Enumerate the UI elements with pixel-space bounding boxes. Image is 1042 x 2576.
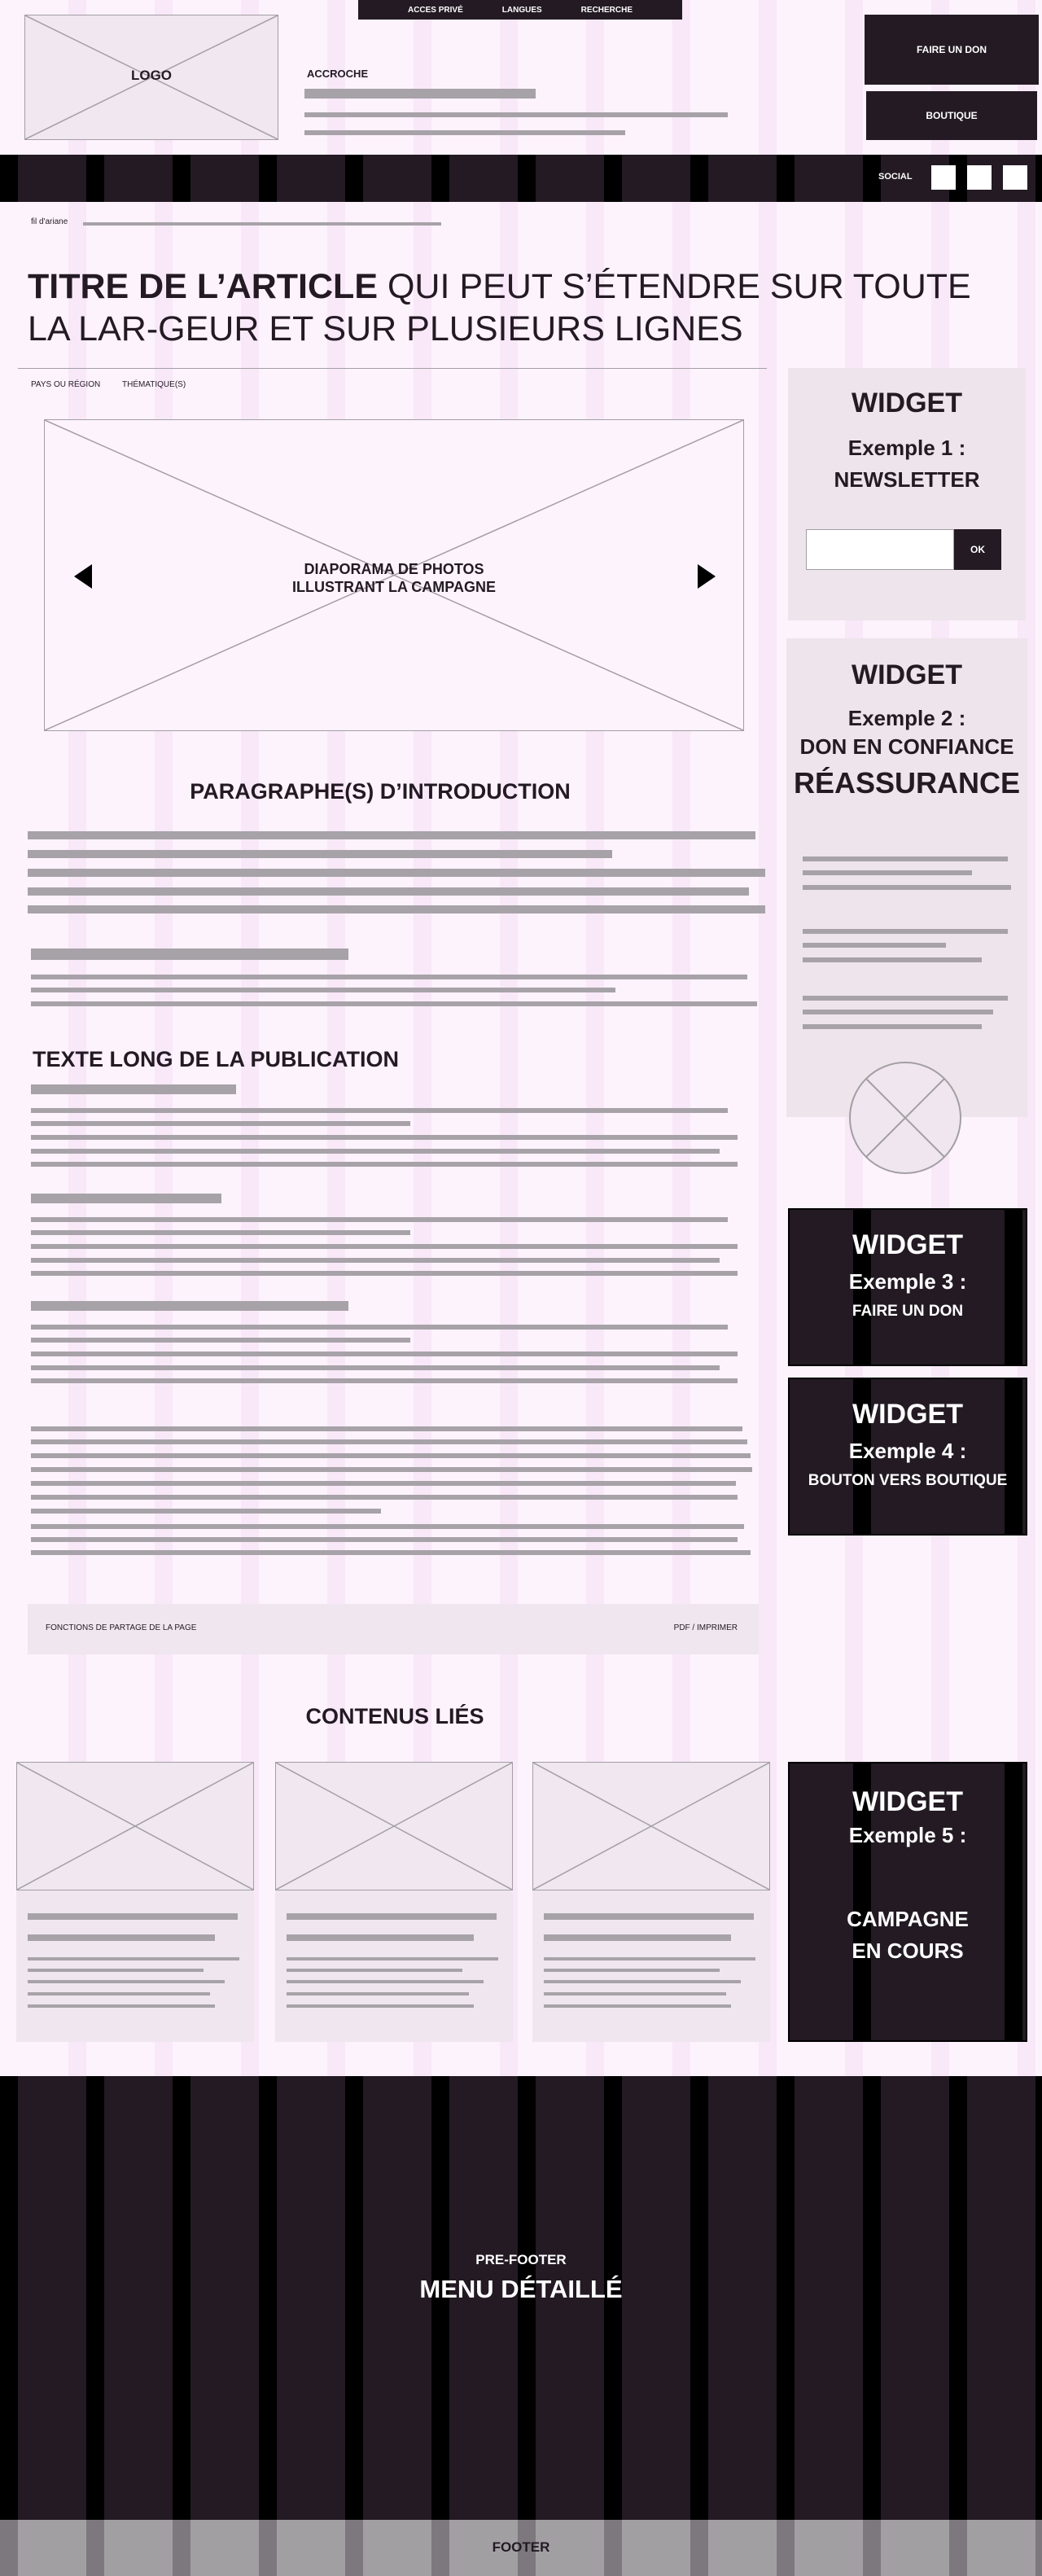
text-line — [803, 957, 982, 962]
text-line — [31, 1271, 738, 1276]
text-line — [31, 1325, 728, 1330]
text-line — [28, 1969, 204, 1972]
title-bold: TITRE DE L’ARTICLE — [28, 267, 378, 306]
social-icon[interactable] — [931, 165, 956, 190]
widget-subtitle: EN COURS — [852, 1939, 964, 1963]
card-image — [275, 1762, 513, 1890]
text-line — [287, 1992, 469, 1996]
widget-title: WIDGET — [852, 1399, 963, 1430]
text-line — [803, 1024, 982, 1029]
logo-label: LOGO — [130, 68, 173, 83]
text-line — [544, 2004, 731, 2008]
text-line — [31, 1439, 747, 1444]
text-line — [31, 1453, 751, 1458]
image-placeholder-icon — [533, 1763, 769, 1890]
tagline-bar — [304, 89, 536, 99]
widget-donate[interactable] — [788, 1208, 1027, 1366]
text-line — [803, 885, 1011, 890]
text-line — [803, 1010, 993, 1014]
text-line — [803, 870, 972, 875]
subheading-bar — [31, 1301, 348, 1311]
subheading-bar — [31, 948, 348, 960]
text-line — [544, 1992, 726, 1996]
footer — [0, 2520, 1042, 2576]
card-title-bar — [28, 1913, 238, 1920]
widget-subtitle: DON EN CONFIANCE — [799, 734, 1014, 759]
widget-campaign[interactable] — [788, 1762, 1027, 2042]
slideshow-caption-line: ILLUSTRANT LA CAMPAGNE — [292, 579, 496, 595]
share-bar — [28, 1604, 759, 1654]
prefooter — [0, 2076, 1042, 2520]
text-line — [803, 996, 1008, 1001]
text-line — [544, 1969, 720, 1972]
text-line — [28, 887, 749, 896]
text-line — [31, 1524, 744, 1529]
related-card[interactable] — [532, 1762, 770, 2042]
card-title-bar — [544, 1934, 731, 1941]
text-line — [31, 1352, 738, 1356]
tagline-line — [304, 130, 625, 135]
text-line — [28, 1957, 239, 1960]
widget-subtitle: FAIRE UN DON — [852, 1303, 964, 1320]
arrow-left-icon[interactable] — [74, 564, 92, 589]
text-line — [31, 1537, 738, 1542]
text-line — [28, 1980, 225, 1983]
image-placeholder-icon — [276, 1763, 512, 1890]
widget-subtitle: CAMPAGNE — [847, 1907, 969, 1931]
widget-subtitle: Exemple 2 : — [847, 706, 966, 730]
text-line — [544, 1957, 755, 1960]
search-link[interactable]: RECHERCHE — [580, 5, 633, 15]
card-title-bar — [28, 1934, 215, 1941]
text-line — [31, 1365, 720, 1370]
footer-label: FOOTER — [492, 2539, 550, 2555]
text-line — [31, 1108, 728, 1113]
widget-subtitle: Exemple 5 : — [848, 1823, 967, 1847]
widget-reassurance — [786, 638, 1027, 1117]
text-line — [287, 1969, 462, 1972]
card-image — [532, 1762, 770, 1890]
text-line — [803, 929, 1008, 934]
text-line — [31, 1338, 410, 1343]
tagline: ACCROCHE — [307, 68, 369, 80]
text-line — [31, 1550, 751, 1555]
arrow-right-icon[interactable] — [698, 564, 716, 589]
widget-newsletter — [788, 368, 1026, 620]
text-line — [287, 1980, 484, 1983]
widget-subtitle: NEWSLETTER — [834, 467, 980, 492]
breadcrumb-line — [83, 222, 441, 226]
text-line — [31, 1162, 738, 1167]
text-line — [28, 831, 755, 839]
widget-title: WIDGET — [852, 659, 962, 690]
widget-subtitle: BOUTON VERS BOUTIQUE — [808, 1472, 1008, 1489]
tagline-line — [304, 112, 728, 117]
intro-heading: PARAGRAPHE(S) D’INTRODUCTION — [190, 779, 571, 804]
text-line — [31, 1258, 720, 1263]
text-line — [31, 1467, 752, 1472]
widget-subtitle: RÉASSURANCE — [793, 766, 1021, 800]
shop-button[interactable]: BOUTIQUE — [866, 91, 1037, 140]
breadcrumb[interactable]: fil d'ariane — [31, 217, 68, 226]
donate-button[interactable]: FAIRE UN DON — [865, 15, 1039, 85]
share-functions[interactable]: FONCTIONS DE PARTAGE DE LA PAGE — [46, 1623, 197, 1632]
slideshow-caption — [45, 560, 743, 596]
widget-title: WIDGET — [852, 388, 962, 418]
card-title-bar — [544, 1913, 754, 1920]
subheading-bar — [31, 1194, 221, 1203]
newsletter-email-input[interactable] — [806, 529, 954, 570]
widget-shop[interactable] — [788, 1378, 1027, 1536]
image-placeholder-icon — [17, 1763, 253, 1890]
subheading-bar — [31, 1084, 236, 1094]
text-line — [31, 1121, 410, 1126]
text-line — [31, 975, 747, 979]
trust-badge-icon — [848, 1061, 962, 1175]
related-card[interactable] — [16, 1762, 254, 2042]
widget-subtitle: Exemple 4 : — [848, 1439, 967, 1463]
page-title — [28, 265, 1021, 350]
social-icon[interactable] — [1003, 165, 1027, 190]
text-line — [31, 1378, 738, 1383]
text-line — [31, 1149, 720, 1154]
region-tag[interactable]: PAYS OU RÉGION — [31, 380, 101, 389]
slideshow-caption-line: DIAPORAMA DE PHOTOS — [304, 561, 484, 577]
utility-bar — [358, 0, 682, 20]
related-heading: CONTENUS LIÉS — [305, 1704, 484, 1728]
text-line — [31, 1426, 742, 1431]
text-line — [803, 856, 1008, 861]
card-title-bar — [287, 1934, 474, 1941]
text-line — [31, 1001, 757, 1006]
text-line — [28, 869, 765, 877]
logo[interactable] — [24, 15, 278, 140]
text-line — [31, 1509, 381, 1514]
text-line — [31, 1481, 736, 1486]
text-line — [803, 943, 946, 948]
social-label: SOCIAL — [878, 172, 913, 182]
widget-title: WIDGET — [852, 1786, 963, 1817]
theme-tag[interactable]: THÉMATIQUE(S) — [122, 380, 186, 389]
text-line — [31, 988, 615, 992]
text-line — [544, 1980, 741, 1983]
text-line — [31, 1244, 738, 1249]
related-card[interactable] — [275, 1762, 513, 2042]
long-text-heading: TEXTE LONG DE LA PUBLICATION — [33, 1047, 399, 1071]
text-line — [31, 1217, 728, 1222]
text-line — [28, 1992, 210, 1996]
card-image — [16, 1762, 254, 1890]
text-line — [31, 1135, 738, 1140]
widget-subtitle: Exemple 3 : — [848, 1269, 967, 1294]
widget-title: WIDGET — [852, 1229, 963, 1260]
title-divider — [18, 368, 767, 369]
access-link[interactable]: ACCES PRIVÉ — [407, 5, 463, 15]
text-line — [28, 2004, 215, 2008]
text-line — [287, 1957, 498, 1960]
text-line — [28, 905, 765, 913]
text-line — [31, 1230, 410, 1235]
prefooter-label: PRE-FOOTER — [475, 2252, 567, 2267]
photo-slideshow[interactable] — [44, 419, 744, 731]
social-icon[interactable] — [967, 165, 992, 190]
card-title-bar — [287, 1913, 497, 1920]
languages-link[interactable]: LANGUES — [501, 5, 542, 15]
detailed-menu[interactable]: MENU DÉTAILLÉ — [419, 2275, 623, 2303]
text-line — [28, 850, 612, 858]
title-rest: QUI PEUT S’ÉTENDRE SUR TOUTE LA LAR-GEUR ET SUR PLUSIEURS LIGNES — [28, 267, 971, 348]
newsletter-ok-button[interactable]: OK — [954, 529, 1001, 570]
text-line — [287, 2004, 474, 2008]
widget-subtitle: Exemple 1 : — [847, 436, 966, 460]
pdf-print-link[interactable]: PDF / IMPRIMER — [673, 1623, 738, 1632]
text-line — [31, 1495, 738, 1500]
